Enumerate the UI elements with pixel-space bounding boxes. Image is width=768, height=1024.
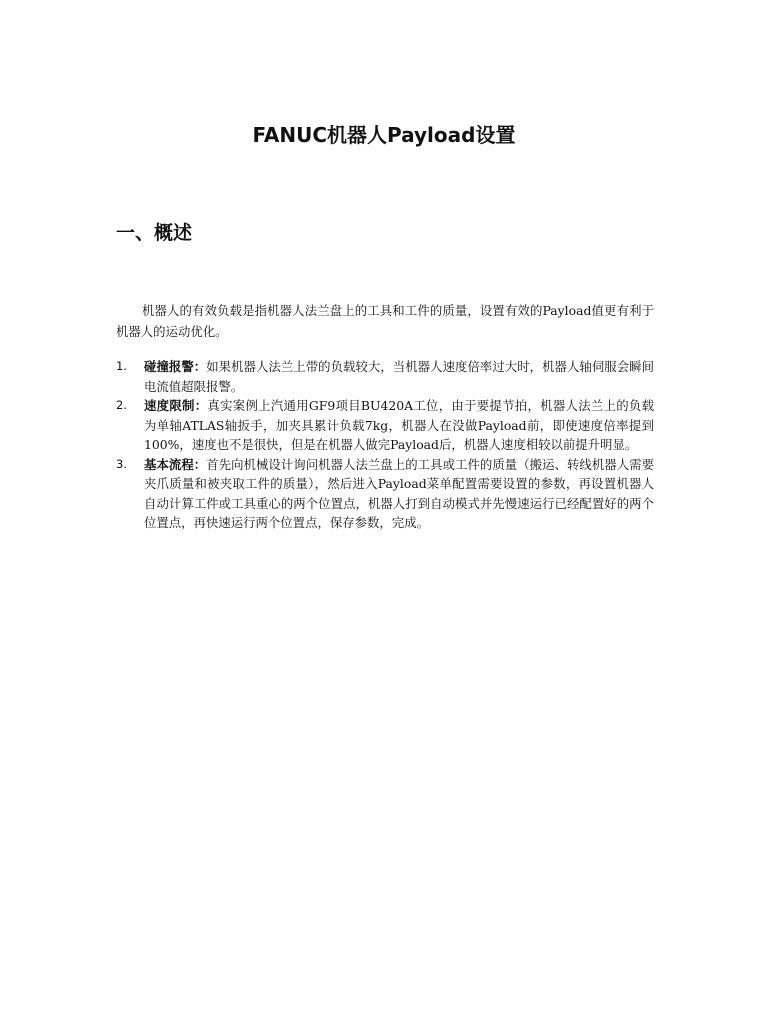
section-heading: 一、概述 — [116, 222, 193, 244]
list-item-label: 速度限制： — [144, 398, 208, 413]
list-item-text: 真实案例上汽通用GF9项目BU420A工位，由于要提节拍，机器人法兰上的负载为单轴ATLAS轴扳手，加夹具累计负载7kg，机器人在没做Payload前，即使速度倍率提到100%，速度也不是很快，但是在机器人做完Payload后，机器人速度相较以前提升明显。 — [144, 398, 655, 452]
list-item — [116, 455, 654, 533]
overview-list — [116, 357, 654, 533]
list-item-number: 3. — [116, 456, 127, 471]
document-title: FANUC机器人Payload设置 — [252, 123, 516, 147]
list-item — [116, 396, 654, 455]
list-item-text: 如果机器人法兰上带的负载较大，当机器人速度倍率过大时，机器人轴伺服会瞬间电流值超限报警。 — [144, 359, 655, 394]
list-item-label: 碰撞报警： — [144, 359, 207, 374]
list-item-text: 首先向机械设计询问机器人法兰盘上的工具或工件的质量（搬运、转线机器人需要夹爪质量和被夹取工件的质量），然后进入Payload菜单配置需要设置的参数，再设置机器人自动计算工件或工具重心的两个位置点，机器人打到自动模式并先慢速运行已经配置好的两个位置点，再快速运行两个位置点，保存参数，完成。 — [144, 456, 655, 530]
list-item-label: 基本流程： — [144, 456, 207, 472]
list-item — [116, 357, 654, 396]
intro-paragraph: 机器人的有效负载是指机器人法兰盘上的工具和工件的质量，设置有效的Payload值更有利于机器人的运动优化。 — [116, 303, 654, 339]
list-item-number: 2. — [116, 398, 127, 412]
list-item-number: 1. — [116, 359, 127, 373]
